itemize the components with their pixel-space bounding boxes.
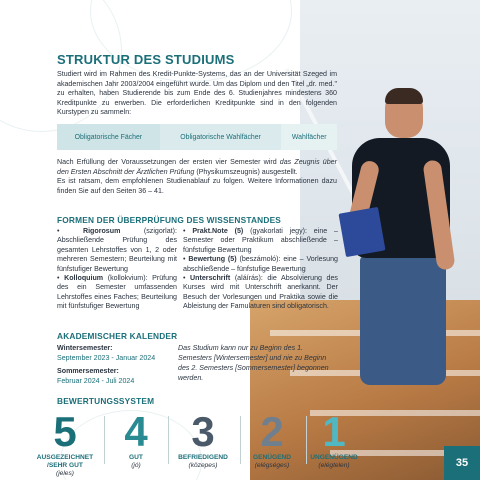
grade-hungarian: (elégséges) <box>254 462 290 469</box>
student-jeans <box>360 255 446 385</box>
grade-hungarian: (jó) <box>131 462 141 469</box>
exam-form-item: • Unterschrift (aláírás): die Absolvierung des Kurses wird mit Unterschrift anerkannt. Der Besuch der Vorlesungen und Praktika sowie die Ableistung der Famulaturen sind obligatorisch. <box>183 274 338 311</box>
divider <box>168 416 169 464</box>
divider <box>240 416 241 464</box>
grade-label: GENÜGEND <box>252 454 292 461</box>
heading-grading-system: BEWERTUNGSSYSTEM <box>57 396 155 406</box>
heading-academic-calendar: AKADEMISCHER KALENDER <box>57 331 178 341</box>
exam-form-term: Kolloquium <box>64 274 104 283</box>
course-types-table <box>57 124 337 150</box>
student-hair <box>385 88 423 104</box>
page-number: 35 <box>444 446 480 480</box>
exam-form-term: Bewertung (5) <box>188 255 237 264</box>
exam-forms-right <box>183 227 338 312</box>
grade-hungarian: (közepes) <box>188 462 218 469</box>
grade-hungarian: (jeles) <box>56 470 74 477</box>
grade-label: GUT <box>129 454 143 461</box>
grading-scale <box>30 410 360 480</box>
grade-4 <box>108 410 164 470</box>
exam-forms-left <box>57 227 177 312</box>
course-type-elective: Wahlfächer <box>281 124 337 150</box>
exam-form-item: • Kolloquium (kollokvium): Prüfung des ein Semester umfassenden Lehrstoffes eines Faches; Beurteilung mit fünfstufiger Bewertung <box>57 274 177 311</box>
exam-form-desc: (kollokvium): Prüfung des ein Semester umfassenden Lehrstoffes eines Faches; Beurteilung mit fünfstufiger Bewertung <box>57 274 177 311</box>
winter-label: Wintersemester: <box>57 344 113 352</box>
exam-form-desc: (beszámoló): eine – Vorlesung abschließende – fünfstufige Bewertung <box>183 255 338 273</box>
advice-text: Es ist ratsam, dem empfohlenen Studienablauf zu folgen. Weitere Informationen dazu finden Sie auf den Seiten 36 – 41. <box>57 177 337 195</box>
calendar-dates <box>57 343 177 386</box>
intro-paragraph: Studiert wird im Rahmen des Kredit-Punkte-Systems, das an der Universität Szeged im akademischen Jahr 2003/2004 eingeführt wurde. Um das Diplom und den Titel „dr. med." zu erhalten, haben Studierende bis zum Ende des 6. Studienjahres mindestens 360 Kreditpunkte zu erwerben. Die erforderlichen Kreditpunkte sind in den folgenden Kurstypen zu sammeln: <box>57 70 337 117</box>
exam-form-desc: (aláírás): die Absolvierung des Kurses wird mit Unterschrift anerkannt. Der Besuch der Vorlesungen und Praktika sowie die Ableistung der Famulaturen sind obligatorisch. <box>183 274 338 311</box>
exam-form-term: Unterschrift <box>190 274 231 283</box>
book <box>338 207 385 257</box>
summer-label: Sommersemester: <box>57 367 119 375</box>
exam-form-item: • Prakt.Note (5) (gyakorlati jegy): eine – Semester oder Praktikum abschließende – fünfstufige Bewertung <box>183 227 338 254</box>
grade-number: 3 <box>191 408 215 455</box>
exam-form-desc: (gyakorlati jegy): eine – Semester oder Praktikum abschließende – fünfstufige Bewertung <box>183 227 338 254</box>
progression-italic: das Zeugnis über den Ersten Abschnitt der Ärztlichen Prüfung <box>57 158 337 176</box>
grade-number: 4 <box>124 408 148 455</box>
grade-label: AUSGEZEICHNET /SEHR GUT <box>36 454 94 469</box>
calendar-note: Das Studium kann nur zu Beginn des 1. Semesters [Wintersemester] und nie zu Beginn des 2. Semesters [Sommersemester] begonnen werden. <box>178 344 329 382</box>
grade-5 <box>30 410 100 478</box>
heading-exam-forms: FORMEN DER ÜBERPRÜFUNG DES WISSENSTANDES <box>57 215 282 225</box>
grade-2 <box>242 410 302 470</box>
divider <box>104 416 105 464</box>
winter-value: September 2023 - Januar 2024 <box>57 354 156 362</box>
grade-number: 1 <box>322 408 346 455</box>
course-type-obligatory-elective: Obligatorische Wahlfächer <box>160 124 282 150</box>
exam-form-desc: (szigorlat): Abschließende Prüfung des gesamten Lehrstoffes von 1, 2 oder mehreren Semestern; Beurteilung mit fünfstufiger Bewertung <box>57 227 177 273</box>
grade-1 <box>308 410 360 470</box>
progression-text-2: (Physikumszeugnis) ausgestellt. <box>194 167 298 176</box>
grade-label: UNGENÜGEND <box>310 454 358 461</box>
grade-label: BEFRIEDIGEND <box>178 454 228 461</box>
grade-hungarian: (elégtelen) <box>318 462 350 469</box>
exam-form-term: Rigorosum <box>82 227 121 235</box>
divider <box>306 416 307 464</box>
course-type-obligatory: Obligatorische Fächer <box>57 124 160 150</box>
exam-form-item: • Bewertung (5) (beszámoló): eine – Vorlesung abschließende – fünfstufige Bewertung <box>183 255 338 273</box>
grade-number: 5 <box>53 408 77 455</box>
grade-number: 2 <box>260 408 284 455</box>
heading-structure: STRUKTUR DES STUDIUMS <box>57 52 235 67</box>
progression-text: Nach Erfüllung der Voraussetzungen der ersten vier Semester wird <box>57 158 280 166</box>
summer-value: Februar 2024 - Juli 2024 <box>57 377 135 385</box>
exam-form-item: • Rigorosum (szigorlat): Abschließende Prüfung des gesamten Lehrstoffes von 1, 2 oder mehreren Semestern; Beurteilung mit fünfstufiger Bewertung <box>57 227 177 273</box>
exam-form-term: Prakt.Note (5) <box>192 227 244 235</box>
grade-3 <box>170 410 236 470</box>
progression-paragraph <box>57 158 337 196</box>
